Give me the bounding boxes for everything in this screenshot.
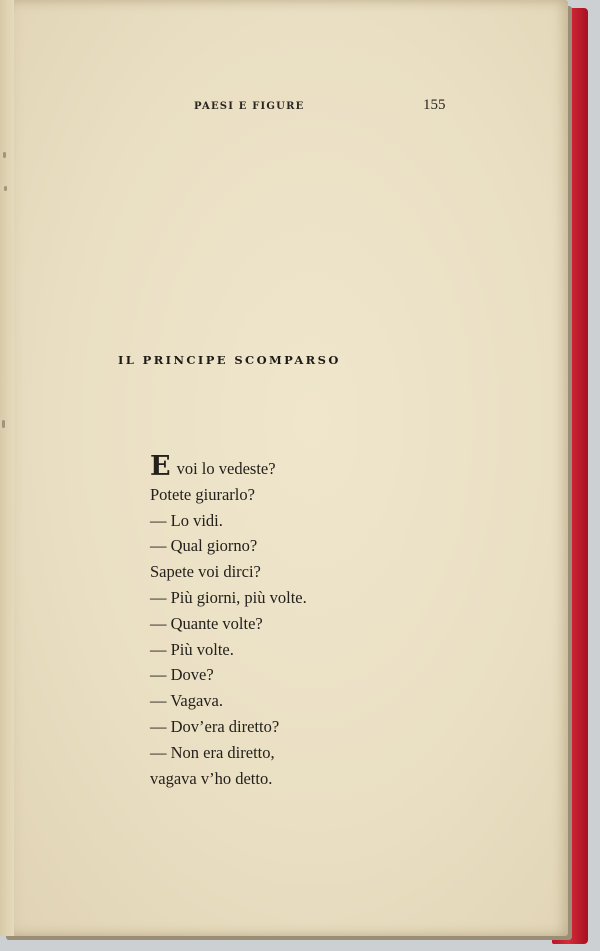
poem-line: — Vagava.	[150, 691, 224, 711]
paper-speck	[4, 186, 7, 191]
poem-line: — Non era diretto,	[150, 742, 275, 762]
paper-speck	[3, 152, 6, 158]
poem-line: — Dove?	[150, 665, 214, 685]
poem-line: — Lo vidi.	[150, 510, 223, 530]
page-number: 155	[423, 97, 446, 113]
poem-line: — Dov’era diretto?	[150, 716, 280, 736]
paper-speck	[2, 420, 5, 428]
poem-line: vagava v’ho detto.	[150, 768, 273, 788]
poem-line	[150, 451, 307, 482]
poem-line-text: voi lo vedeste?	[176, 459, 276, 478]
page-gutter	[0, 0, 14, 936]
poem-title: IL PRINCIPE SCOMPARSO	[118, 353, 341, 367]
running-head: PAESI E FIGURE	[194, 101, 305, 112]
poem-body	[150, 451, 307, 791]
poem-line: — Quante volte?	[150, 613, 263, 633]
poem-line: — Qual giorno?	[150, 536, 258, 556]
drop-cap: E	[150, 451, 171, 482]
poem-line: — Più giorni, più volte.	[150, 587, 307, 607]
poem-line: Sapete voi dirci?	[150, 562, 261, 582]
poem-line: — Più volte.	[150, 639, 234, 659]
poem-line: Potete giurarlo?	[150, 484, 255, 504]
